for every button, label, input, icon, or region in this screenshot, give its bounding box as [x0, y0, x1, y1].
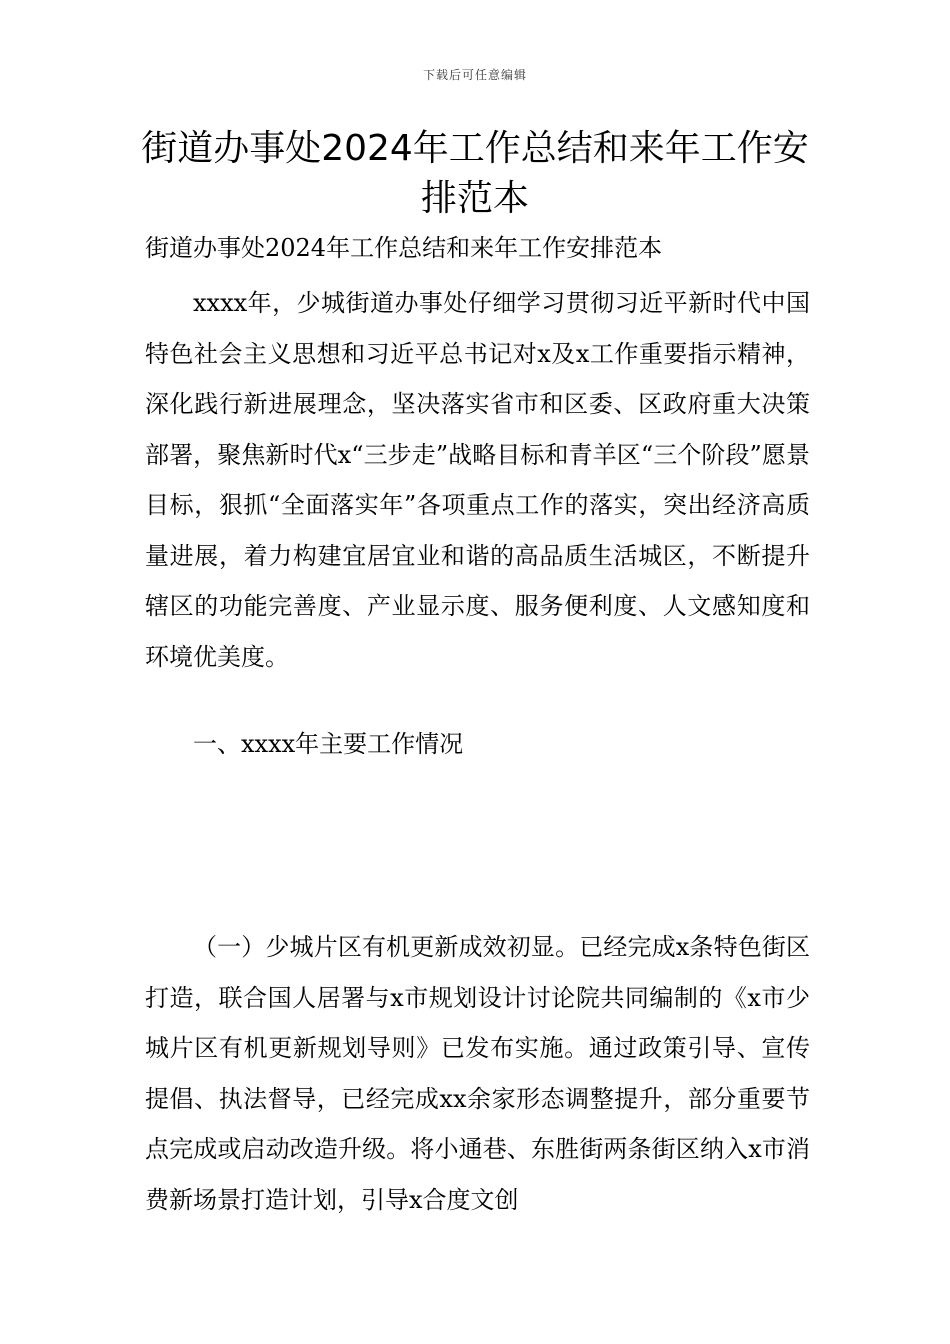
header-note: 下载后可任意编辑 — [422, 68, 527, 82]
intro-paragraph: xxxx年，少城街道办事处仔细学习贯彻习近平新时代中国特色社会主义思想和习近平总书记对x及x工作重要指示精神，深化践行新进展理念，坚决落实省市和区委、区政府重大决策部署，聚焦新时代x“三步走”战略目标和青羊区“三个阶段”愿景目标，狠抓“全面落实年”各项重点工作的落实，突出经济高质量进展，着力构建宜居宜业和谐的高品质生活城区，不断提升辖区的功能完善度、产业显示度、服务便利度、人文感知度和环境优美度。 — [145, 289, 810, 671]
section-paragraph: （一）少城片区有机更新成效初显。已经完成x条特色街区打造，联合国人居署与x市规划设计讨论院共同编制的《x市少城片区有机更新规划导则》已发布实施。通过政策引导、宣传提倡、执法督导，已经完成xx余家形态调整提升，部分重要节点完成或启动改造升级。将小通巷、东胜街两条街区纳入x市消费新场景打造计划，引导x合度文创 — [145, 933, 810, 1214]
section-heading: 一、xxxx年主要工作情况 — [193, 730, 464, 758]
document-title: 街道办事处2024年工作总结和来年工作安排范本 — [141, 128, 809, 219]
document-subtitle: 街道办事处2024年工作总结和来年工作安排范本 — [145, 234, 663, 262]
